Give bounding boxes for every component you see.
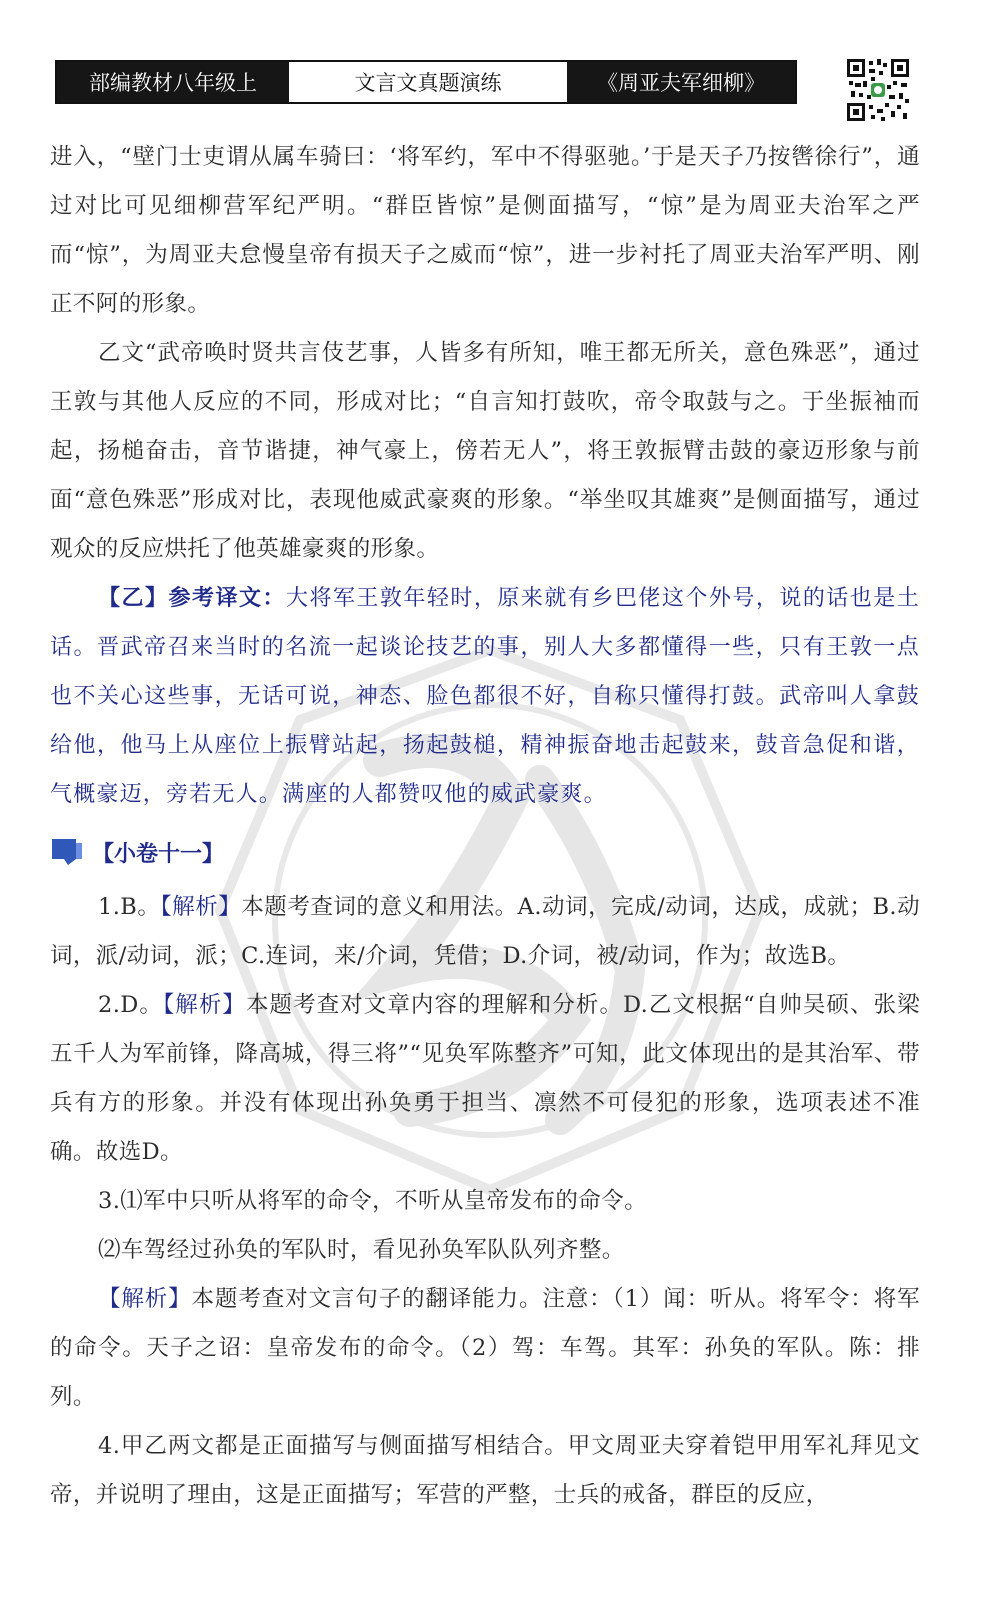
translation-label: 【乙】参考译文： xyxy=(98,586,286,611)
answer-3-analysis xyxy=(50,1275,920,1422)
bookmark-flag-icon xyxy=(50,837,84,867)
answer-1 xyxy=(50,883,920,981)
answer-3-body: 本题考查对文言句子的翻译能力。注意：（1）闻：听从。将军令：将军的命令。天子之诏：皇帝发布的命令。（2）驾：车驾。其军：孙奂的军队。陈：排列。 xyxy=(50,1286,920,1410)
section-heading xyxy=(50,821,920,883)
answer-3-part2: ⑵车驾经过孙奂的军队时，看见孙奂军队队列齐整。 xyxy=(98,1237,625,1263)
answer-1-head: 1.B。 xyxy=(98,894,161,920)
answer-2 xyxy=(50,981,920,1177)
answer-3-tag: 【解析】 xyxy=(98,1286,192,1312)
header-subject: 文言文真题演练 xyxy=(289,62,567,102)
answer-4: 4.甲乙两文都是正面描写与侧面描写相结合。甲文周亚夫穿着铠甲用军礼拜见文帝，并说明了理由，这是正面描写；军营的严整，士兵的戒备，群臣的反应， xyxy=(50,1433,920,1508)
answer-2-head: 2.D。 xyxy=(98,992,163,1018)
qr-code-icon[interactable] xyxy=(845,57,911,123)
answer-3-part1: 3.⑴军中只听从将军的命令，不听从皇帝发布的命令。 xyxy=(98,1188,647,1214)
answer-1-body: 本题考查词的意义和用法。A.动词，完成/动词，达成，成就；B.动词，派/动词，派；C.连词，来/介词，凭借；D.介词，被/动词，作为；故选B。 xyxy=(50,894,920,969)
paragraph-yi-analysis: 乙文“武帝唤时贤共言伎艺事，人皆多有所知，唯王都无所关，意色殊恶”，通过王敦与其他人反应的不同，形成对比；“自言知打鼓吹，帝令取鼓与之。于坐振袖而起，扬槌奋击，音节谐捷，神气豪上，傍若无人”，将王敦振臂击鼓的豪迈形象与前面“意色殊恶”形成对比，表现他威武豪爽的形象。“举坐叹其雄爽”是侧面描写，通过观众的反应烘托了他英雄豪爽的形象。 xyxy=(50,340,920,562)
header-bar xyxy=(55,60,797,104)
paragraph-jia-analysis: 进入，“壁门士吏谓从属车骑曰：‘将军约，军中不得驱驰。’于是天子乃按辔徐行”，通过对比可见细柳营军纪严明。“群臣皆惊”是侧面描写，“惊”是为周亚夫治军之严而“惊”，为周亚夫怠慢皇帝有损天子之威而“惊”，进一步衬托了周亚夫治军严明、刚正不阿的形象。 xyxy=(50,144,920,317)
section-title: 【小卷十一】 xyxy=(92,841,225,867)
translation-text: 大将军王敦年轻时，原来就有乡巴佬这个外号，说的话也是土话。晋武帝召来当时的名流一起谈论技艺的事，别人大多都懂得一些，只有王敦一点也不关心这些事，无话可说，神态、脸色都很不好，自称只懂得打鼓。武帝叫人拿鼓给他，他马上从座位上振臂站起，扬起鼓槌，精神振奋地击起鼓来，鼓音急促和谐，气概豪迈，旁若无人。满座的人都赞叹他的威武豪爽。 xyxy=(50,586,920,807)
document-body xyxy=(50,133,920,1520)
header-grade: 部编教材八年级上 xyxy=(57,62,289,102)
answer-1-tag: 【解析】 xyxy=(160,894,242,920)
header-lesson: 《周亚夫军细柳》 xyxy=(567,62,795,102)
answer-2-body: 本题考查对文章内容的理解和分析。D.乙文根据“自帅吴硕、张梁五千人为军前锋，降高城，得三将”“见奂军陈整齐”可知，此文体现出的是其治军、带兵有方的形象。并没有体现出孙奂勇于担当、凛然不可侵犯的形象，选项表述不准确。故选D。 xyxy=(50,992,920,1165)
answer-2-tag: 【解析】 xyxy=(162,992,246,1018)
translation-block xyxy=(50,574,920,819)
